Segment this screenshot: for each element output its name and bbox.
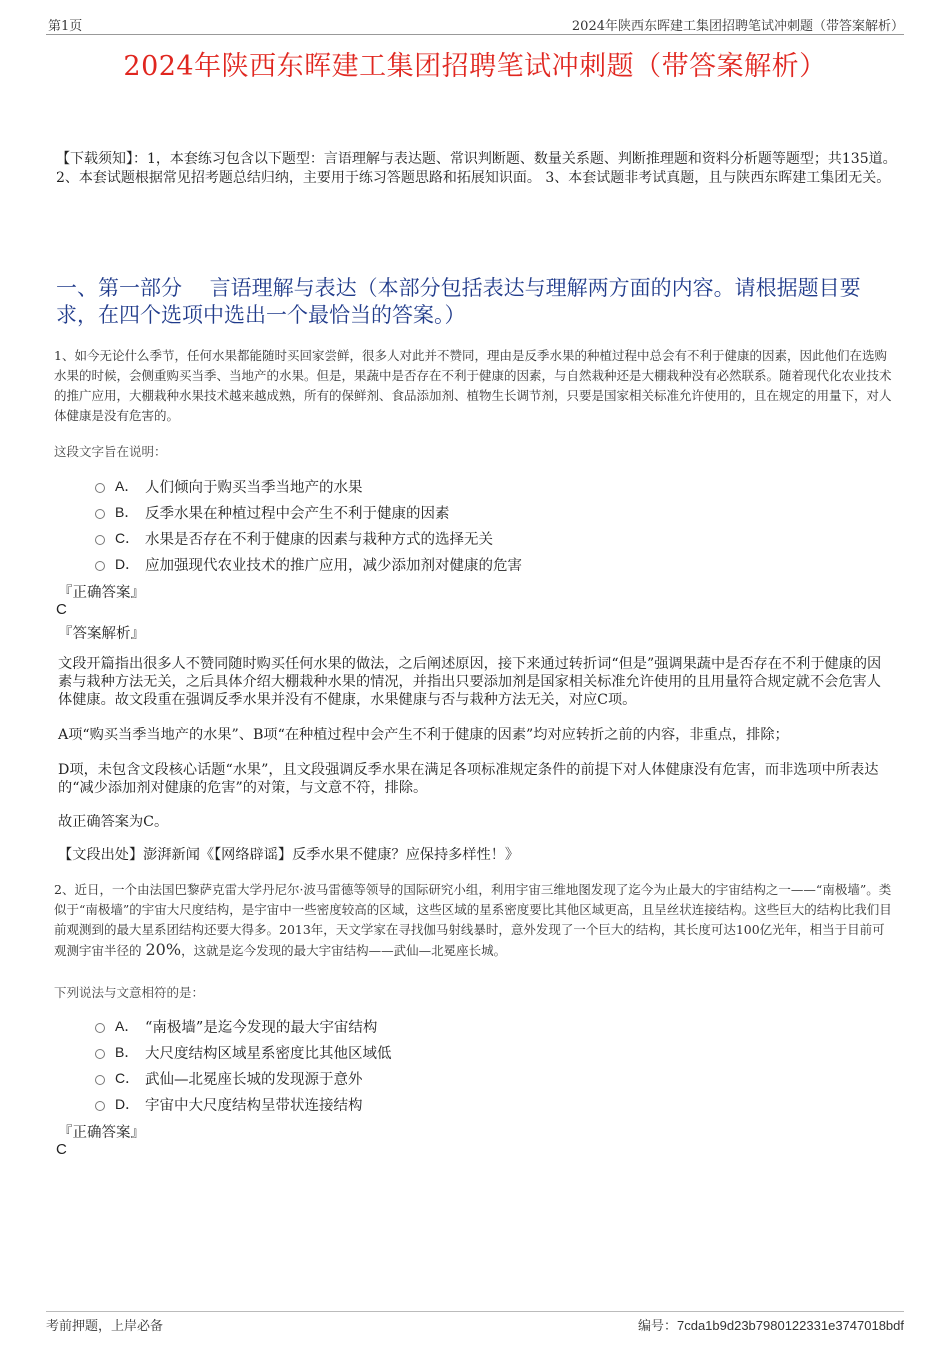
option-letter: C．: [115, 1070, 140, 1086]
download-notice: 【下载须知】：1，本套练习包含以下题型：言语理解与表达题、常识判断题、数量关系题、判断推理题和资料分析题等题型；共135道。 2、本套试题根据常见招考题总结归纳，主要用于练习答题思路和拓展知识面。 3、本套试题非考试真题，且与陕西东晖建工集团无关。: [56, 151, 897, 186]
option-letter: A．: [115, 1018, 139, 1034]
question-2-options: [95, 1013, 795, 1117]
question-1-option-a[interactable]: [95, 473, 795, 499]
question-1-options: [95, 473, 795, 577]
option-text: 人们倾向于购买当季当地产的水果: [145, 479, 363, 496]
header-doc-title: 2024年陕西东晖建工集团招聘笔试冲刺题（带答案解析）: [571, 19, 904, 34]
question-2-stem: [54, 880, 896, 961]
option-text: 应加强现代农业技术的推广应用，减少添加剂对健康的危害: [145, 557, 522, 574]
option-letter: C．: [115, 530, 140, 546]
option-letter: D．: [115, 556, 140, 572]
question-1-stem: 1、如今无论什么季节，任何水果都能随时买回家尝鲜，很多人对此并不赞同，理由是反季水果的种植过程中总会有不利于健康的因素，因此他们在选购水果的时候，会侧重购买当季、当地产的水果。但是，果蔬中是否存在不利于健康的因素，与自然栽种还是大棚栽种没有必然联系。随着现代化农业技术的推广应用，大棚栽种水果技术越来越成熟，所有的保鲜剂、食品添加剂、植物生长调节剂，只要是国家相关标准允许使用的，且在规定的用量下，对人体健康是没有危害的。: [54, 348, 892, 423]
footer-code-value: 7cda1b9d23b7980122331e3747018bdf: [676, 1318, 904, 1333]
radio-icon[interactable]: [95, 1101, 105, 1111]
question-1-source: 【文段出处】澎湃新闻《【网络辟谣】反季水果不健康？应保持多样性！》: [58, 847, 520, 863]
radio-icon[interactable]: [95, 509, 105, 519]
footer-code-label: 编号：: [637, 1319, 677, 1334]
question-2-option-a[interactable]: [95, 1013, 795, 1039]
question-1-prompt: 这段文字旨在说明：: [54, 444, 167, 459]
question-2-option-d[interactable]: [95, 1091, 795, 1117]
option-text: 大尺度结构区域星系密度比其他区域低: [145, 1045, 392, 1062]
page-number: 第1页: [48, 19, 83, 34]
question-2-prompt: 下列说法与文意相符的是：: [54, 985, 205, 1000]
radio-icon[interactable]: [95, 561, 105, 571]
question-2-percent: 20%: [145, 940, 182, 959]
question-1-answer-label: 『正确答案』: [58, 585, 145, 601]
question-2-stem-text: 2、近日，一个由法国巴黎萨克雷大学丹尼尔·波马雷德等领导的国际研究小组，利用宇宙三维地图发现了迄今为止最大的宇宙结构之一——“南极墙”。类似于“南极墙”的宇宙大尺度结构，是宇宙中一些密度较高的区域，这些区域的星系密度要比其他区域更高，且呈丝状连接结构。这些巨大的结构比我们目前观测到的最大星系团结构还要大得多。2013年，天文学家在寻找伽马射线暴时，意外发现了一个巨大的结构，其长度可达100亿光年，相当于目前可观测宇宙半径的: [54, 882, 892, 958]
option-letter: D．: [115, 1096, 140, 1112]
document-title: 2024年陕西东晖建工集团招聘笔试冲刺题（带答案解析）: [123, 51, 827, 82]
question-1-option-d[interactable]: [95, 551, 795, 577]
question-1-answer: C: [56, 601, 67, 618]
radio-icon[interactable]: [95, 1075, 105, 1085]
radio-icon[interactable]: [95, 1023, 105, 1033]
question-2-stem-end: ，这就是迄今发现的最大宇宙结构——武仙—北冕座长城。: [181, 943, 507, 958]
radio-icon[interactable]: [95, 535, 105, 545]
question-1-option-c[interactable]: [95, 525, 795, 551]
option-text: 反季水果在种植过程中会产生不利于健康的因素: [145, 505, 450, 522]
section-title: 一、第一部分 言语理解与表达（本部分包括表达与理解两方面的内容。请根据题目要求，在四个选项中选出一个最恰当的答案。）: [56, 276, 861, 327]
option-text: 武仙—北冕座长城的发现源于意外: [145, 1071, 363, 1088]
option-letter: B．: [115, 504, 139, 520]
question-1-analysis-para-2: A项“购买当季当地产的水果”、B项“在种植过程中会产生不利于健康的因素”均对应转折之前的内容，非重点，排除；: [58, 727, 789, 743]
question-2-option-b[interactable]: [95, 1039, 795, 1065]
question-1-analysis-label: 『答案解析』: [58, 626, 145, 642]
page-footer: [46, 1311, 904, 1336]
question-1-analysis-para-3: D项，未包含文段核心话题“水果”，且文段强调反季水果在满足各项标准规定条件的前提下对人体健康没有危害，而非选项中所表达的“减少添加剂对健康的危害”的对策，与文意不符，排除。: [58, 762, 879, 796]
question-2-answer: C: [56, 1141, 67, 1158]
radio-icon[interactable]: [95, 1049, 105, 1059]
question-2-option-c[interactable]: [95, 1065, 795, 1091]
radio-icon[interactable]: [95, 483, 105, 493]
question-2-answer-label: 『正确答案』: [58, 1125, 145, 1141]
page-header: [46, 14, 904, 35]
question-1-analysis-para-1: 文段开篇指出很多人不赞同随时购买任何水果的做法，之后阐述原因，接下来通过转折词“但是”强调果蔬中是否存在不利于健康的因素与栽种方法无关，之后具体介绍大棚栽种水果的情况，并指出只要添加剂是国家相关标准允许使用的且用量符合规定就不会危害人体健康。故文段重在强调反季水果并没有不健康，水果健康与否与栽种方法无关，对应C项。: [58, 656, 882, 708]
option-text: 宇宙中大尺度结构呈带状连接结构: [145, 1097, 363, 1114]
option-text: “南极墙”是迄今发现的最大宇宙结构: [145, 1019, 378, 1036]
option-text: 水果是否存在不利于健康的因素与栽种方式的选择无关: [145, 531, 493, 548]
footer-slogan: 考前押题，上岸必备: [46, 1319, 164, 1334]
footer-code: [638, 1315, 904, 1334]
option-letter: B．: [115, 1044, 139, 1060]
question-1-option-b[interactable]: [95, 499, 795, 525]
option-letter: A．: [115, 478, 139, 494]
question-1-analysis-para-4: 故正确答案为C。: [58, 814, 169, 830]
